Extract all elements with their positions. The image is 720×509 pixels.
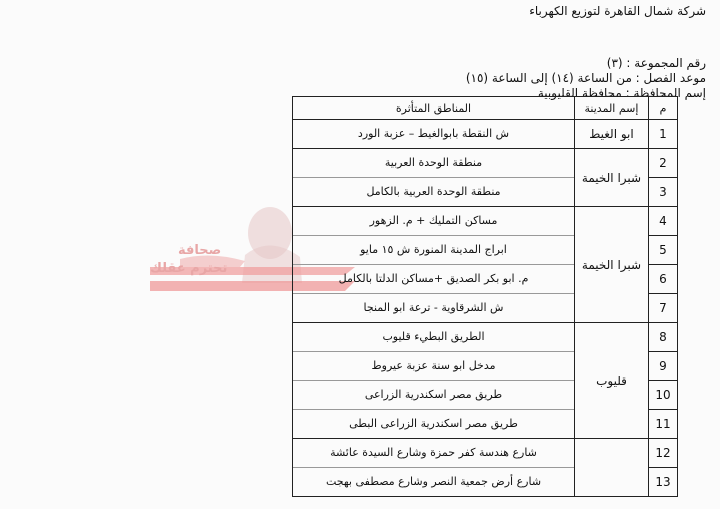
row-number: 11 <box>655 417 671 431</box>
company-name: شركة شمال القاهرة لتوزيع الكهرباء <box>529 4 706 18</box>
row-number: 13 <box>655 475 671 489</box>
area-item: طريق مصر اسكندرية الزراعى البطى <box>349 417 518 430</box>
area-item: منطقة الوحدة العربية بالكامل <box>366 185 501 198</box>
schedule-info <box>466 56 706 101</box>
cutoff-time: موعد الفصل : من الساعة (١٤) إلى الساعة (١٥) <box>465 71 706 85</box>
row-number: 2 <box>649 149 677 178</box>
table-row <box>293 439 678 497</box>
watermark-line1: صحافة <box>178 243 222 258</box>
area-item: منطقة الوحدة العربية <box>293 149 574 178</box>
row-number: 12 <box>649 439 677 468</box>
area-item: مدخل ابو سنة عزبة عيروط <box>293 352 574 381</box>
city-cell: شبرا الخيمة <box>575 149 649 207</box>
city-cell: ابو الغيط <box>575 120 649 149</box>
governorate-name: إسم المحافظة : محافظة القليوبية <box>537 86 706 100</box>
row-number: 9 <box>649 352 677 381</box>
table-header <box>293 97 678 120</box>
row-number: 3 <box>659 185 667 199</box>
city-cell <box>575 439 649 497</box>
table-row <box>293 120 678 149</box>
city-cell: قليوب <box>575 323 649 439</box>
row-number: 5 <box>649 236 677 265</box>
row-number: 8 <box>649 323 677 352</box>
area-item: شارع هندسة كفر حمزة وشارع السيدة عائشة <box>293 439 574 468</box>
city-cell: شبرا الخيمة <box>575 207 649 323</box>
row-number: 4 <box>649 207 677 236</box>
area-item: طريق مصر اسكندرية الزراعى <box>293 381 574 410</box>
area-item: ش الشرقاوية - ترعة ابو المنجا <box>363 301 504 314</box>
row-number: 6 <box>649 265 677 294</box>
header-city: إسم المدينة <box>575 97 649 120</box>
areas-cell <box>293 323 575 439</box>
header-num: م <box>649 97 678 120</box>
table-row <box>293 207 678 323</box>
row-number: 1 <box>649 120 678 149</box>
row-number: 10 <box>649 381 677 410</box>
area-item: الطريق البطيء قليوب <box>293 323 574 352</box>
area-item: شارع أرض جمعية النصر وشارع مصطفى بهجت <box>325 475 542 488</box>
affected-areas-table <box>292 96 678 497</box>
row-number-group <box>649 323 678 439</box>
row-number-group <box>649 439 678 497</box>
areas-cell <box>293 207 575 323</box>
group-number: رقم المجموعة : (٣) <box>606 56 706 70</box>
areas-cell <box>293 149 575 207</box>
watermark-line2: تحترم عقلك <box>150 261 228 276</box>
area-item: ابراج المدينة المنورة ش ١٥ مايو <box>293 236 574 265</box>
header-areas: المناطق المتأثرة <box>293 97 575 120</box>
table-row <box>293 323 678 439</box>
area-item: ش النقطة بابوالغيط – عزبة الورد <box>357 127 510 140</box>
areas-cell <box>293 439 575 497</box>
row-number: 7 <box>659 301 667 315</box>
areas-cell <box>293 120 575 149</box>
area-item: مساكن التمليك + م. الزهور <box>293 207 574 236</box>
row-number-group <box>649 207 678 323</box>
area-item: م. ابو بكر الصديق +مساكن الدلتا بالكامل <box>293 265 574 294</box>
row-number-group <box>649 149 678 207</box>
table-row <box>293 149 678 207</box>
